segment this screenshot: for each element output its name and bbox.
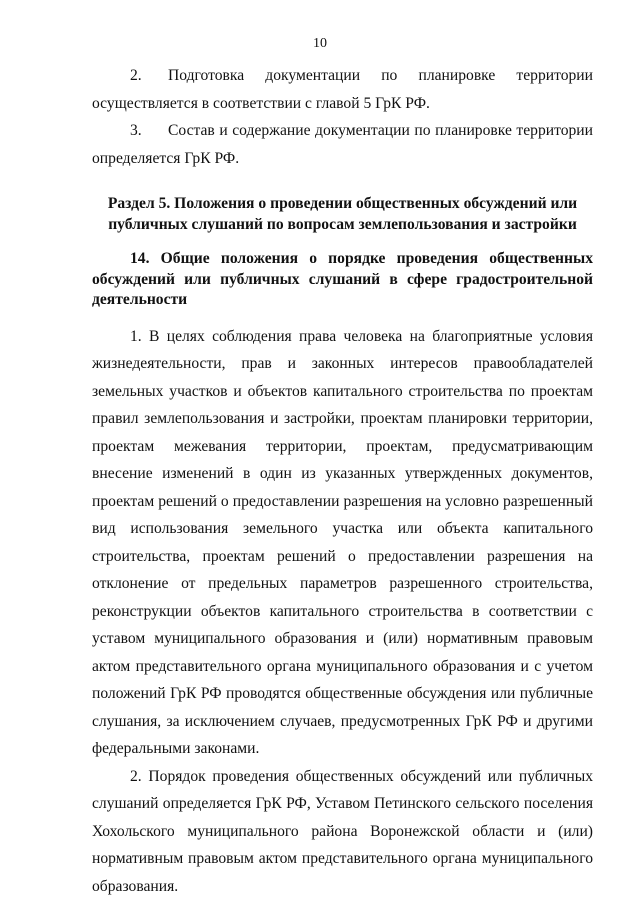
list-item-text: Подготовка документации по планировке территории осуществляется в соответствии с главой 5 ГрК РФ. xyxy=(92,67,593,112)
list-item-2 xyxy=(92,62,593,117)
page-number: 10 xyxy=(313,36,327,51)
section-title: Раздел 5. Положения о проведении общественных обсуждений или публичных слушаний по вопросам землепользования и застройки xyxy=(107,195,578,233)
document-body xyxy=(92,62,593,900)
list-item-text: Состав и содержание документации по планировке территории определяется ГрК РФ. xyxy=(92,122,593,167)
list-item-number: 2. xyxy=(130,67,142,84)
list-item-3 xyxy=(92,117,593,172)
article-title: 14. Общие положения о порядке проведения общественных обсуждений или публичных слушаний в сфере градостроительной деятельности xyxy=(92,250,593,308)
paragraph-1: 1. В целях соблюдения права человека на благоприятные условия жизнедеятельности, прав и законных интересов правообладателей земельных участков и объектов капитального строительства по проектам правил землепользования и застройки, проектам планировки территории, проектам межевания территории, проектам, предусматривающим внесение изменений в один из указанных утвержденных документов, проектам решений о предоставлении разрешения на условно разрешенный вид использования земельного участка или объекта капитального строительства, проектам решений о предоставлении разрешения на отклонение от предельных параметров разрешенного строительства, реконструкции объектов капитального строительства в соответствии с уставом муниципального образования и (или) нормативным правовым актом представительного органа муниципального образования и с учетом положений ГрК РФ проводятся общественные обсуждения или публичные слушания, за исключением случаев, предусмотренных ГрК РФ и другими федеральными законами. xyxy=(92,327,593,757)
list-item-number: 3. xyxy=(130,122,142,139)
paragraph-2: 2. Порядок проведения общественных обсуждений или публичных слушаний определяется ГрК РФ, Уставом Петинского сельского поселения Хохольского муниципального района Воронежской области и (или) нормативным правовым актом представительного органа муниципального образования. xyxy=(92,767,593,895)
